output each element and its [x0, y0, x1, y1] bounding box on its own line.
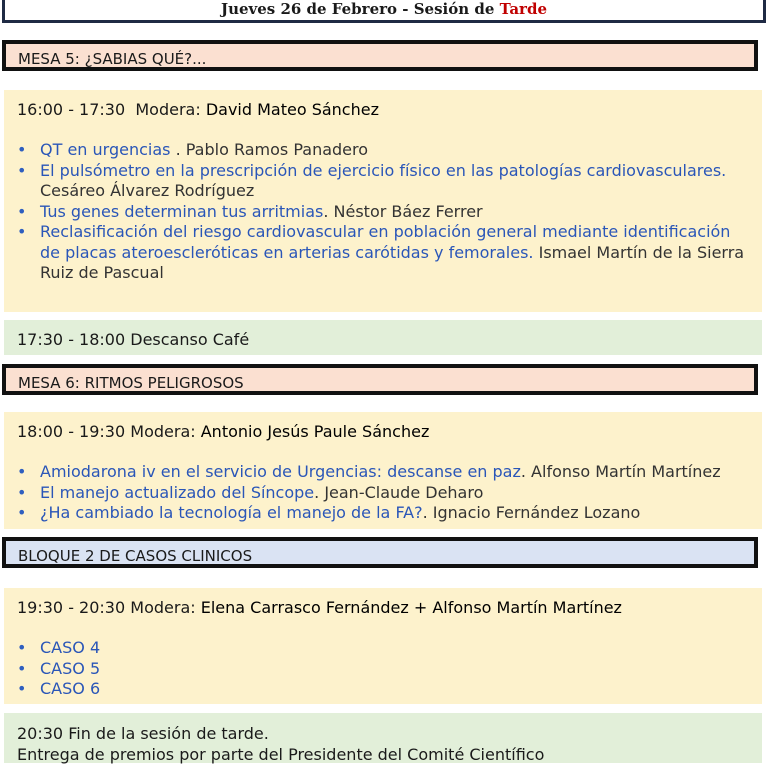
- talk-speaker: . Alfonso Martín Martínez: [520, 462, 721, 481]
- talk-title: QT en urgencias: [40, 140, 171, 159]
- talk-title: El manejo actualizado del Síncope: [40, 482, 315, 502]
- closing-line: [17, 724, 269, 743]
- mesa5-moderator: David Mateo Sánchez: [205, 100, 379, 119]
- mesa5-time-line: [17, 100, 379, 119]
- talk-title: Reclasificación del riesgo cardiovascular en población general mediante identificación de placas ateroescleróticas en arterias carótidas y femorales.: [40, 222, 731, 262]
- bloque2-panel: [4, 588, 762, 704]
- mesa6-time-line: [17, 422, 429, 441]
- closing-text: Fin de la sesión de tarde.: [68, 724, 269, 743]
- mesa5-moderator-label: Modera:: [135, 100, 201, 119]
- case-title: CASO 5: [40, 658, 101, 678]
- list-item: [17, 483, 748, 504]
- bloque2-title: BLOQUE 2 DE CASOS CLINICOS: [18, 547, 253, 565]
- talk-title: ¿Ha cambiado la tecnología el manejo de la FA?: [40, 503, 423, 522]
- bloque2-case-list: [17, 638, 748, 700]
- talk-speaker: . Ignacio Fernández Lozano: [422, 503, 641, 522]
- talk-speaker: . Néstor Báez Ferrer: [323, 201, 483, 221]
- mesa5-time: 16:00 - 17:30: [17, 100, 126, 119]
- talk-speaker: . Pablo Ramos Panadero: [175, 140, 369, 159]
- closing-awards: Entrega de premios por parte del Presidente del Comité Científico: [17, 745, 545, 764]
- mesa5-talk-list: [17, 140, 748, 284]
- mesa5-title-bar: [2, 40, 758, 71]
- mesa6-moderator: Antonio Jesús Paule Sánchez: [200, 422, 430, 441]
- mesa6-title-bar: [2, 364, 758, 395]
- mesa6-title: MESA 6: RITMOS PELIGROSOS: [18, 374, 244, 392]
- break-text: 17:30 - 18:00 Descanso Café: [17, 330, 250, 349]
- closing-time: 20:30: [17, 724, 64, 743]
- bloque2-time-line: [17, 598, 622, 617]
- list-item: [17, 679, 748, 700]
- session-header-prefix: Jueves 26 de Febrero - Sesión de: [220, 0, 500, 18]
- list-item: [17, 140, 748, 161]
- mesa5-panel: [4, 90, 762, 312]
- mesa6-panel: [4, 412, 762, 529]
- case-title: CASO 4: [40, 638, 101, 657]
- break-panel: [4, 320, 762, 355]
- list-item: [17, 161, 748, 202]
- closing-panel: [4, 713, 762, 763]
- session-header-accent: Tarde: [499, 0, 547, 18]
- mesa5-title: MESA 5: ¿SABIAS QUÉ?...: [18, 50, 207, 68]
- talk-title: Tus genes determinan tus arritmias: [40, 201, 324, 221]
- list-item: [17, 659, 748, 680]
- list-item: [17, 638, 748, 659]
- list-item: [17, 202, 748, 223]
- talk-title: Amiodarona iv en el servicio de Urgencias: descanse en paz: [40, 462, 521, 481]
- list-item: [17, 222, 748, 284]
- session-header: [2, 0, 766, 23]
- talk-speaker: Ismael Martín de la Sierra Ruiz de Pascual: [40, 242, 745, 282]
- mesa6-time: 18:00 - 19:30: [17, 422, 126, 441]
- list-item: [17, 503, 748, 524]
- bloque2-time: 19:30 - 20:30: [17, 598, 126, 617]
- bloque2-title-bar: [2, 537, 758, 568]
- talk-speaker: Cesáreo Álvarez Rodríguez: [40, 181, 255, 200]
- mesa6-moderator-label: Modera:: [130, 422, 196, 441]
- mesa6-talk-list: [17, 462, 748, 524]
- bloque2-moderator: Elena Carrasco Fernández + Alfonso Martín Martínez: [200, 598, 622, 617]
- bloque2-moderator-label: Modera:: [130, 598, 196, 617]
- talk-title: El pulsómetro en la prescripción de ejercicio físico en las patologías cardiovasculares.: [40, 160, 727, 180]
- talk-speaker: . Jean-Claude Deharo: [314, 482, 484, 502]
- list-item: [17, 462, 748, 483]
- case-title: CASO 6: [40, 679, 101, 698]
